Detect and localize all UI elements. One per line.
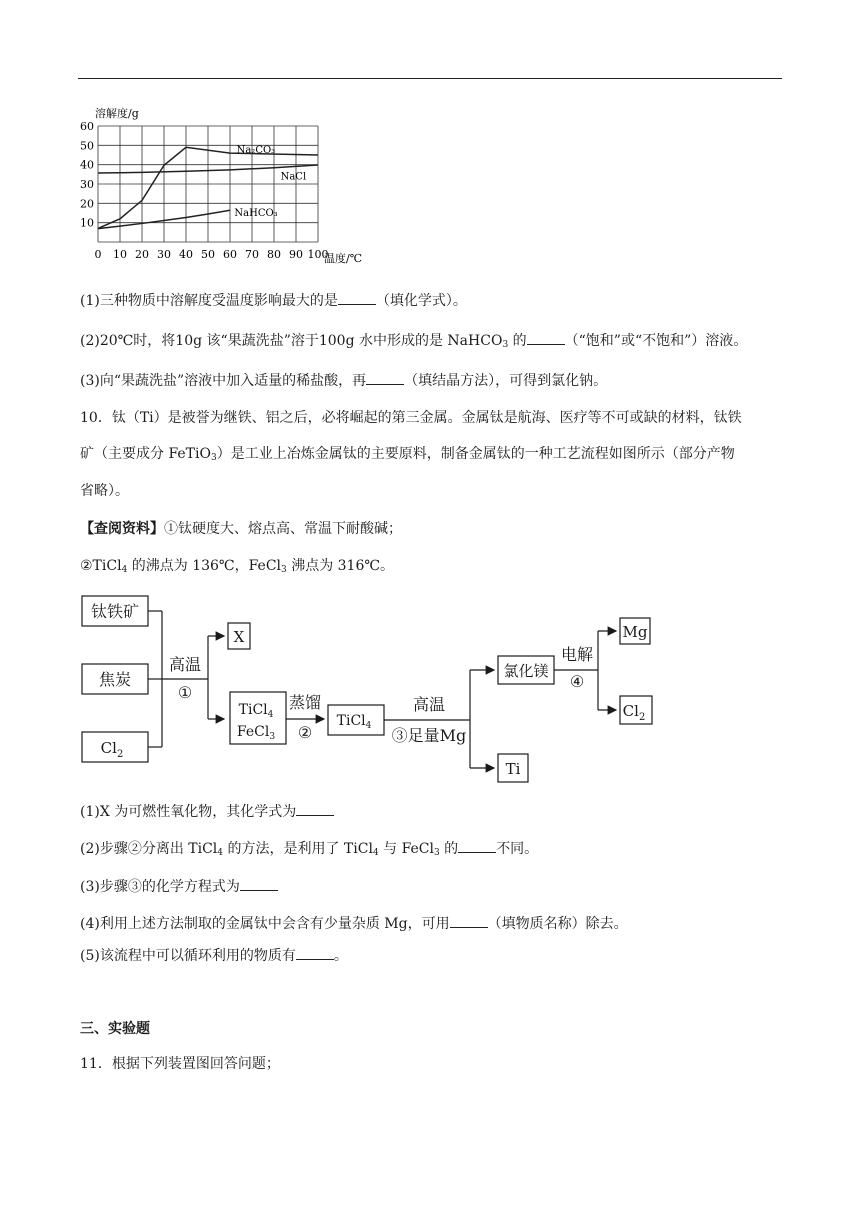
condition-1-step: ① [177, 683, 193, 702]
answer-blank[interactable] [338, 290, 376, 305]
label-cl2-input: $Cl_2$ [100, 739, 124, 760]
label-ticl4-mix: TiCl$_4$ [238, 702, 274, 720]
label-ti: Ti [505, 760, 521, 778]
header-rule [78, 78, 782, 79]
q10-intro-3: 省略）。 [80, 483, 129, 499]
y-axis-label: 溶解度/g [95, 107, 139, 120]
condition-4-step: ④ [569, 672, 585, 691]
answer-blank[interactable] [240, 876, 278, 891]
q9-line-1: (1)三种物质中溶解度受温度影响最大的是 （填化学式）。 [80, 290, 467, 312]
y-tick-label: 10 [80, 216, 94, 230]
condition-1-temp: 高温 [168, 655, 202, 674]
reference-1: 【查阅资料】①钛硬度大、熔点高、常温下耐酸碱； [80, 521, 402, 537]
section-heading: 三、实验题 [80, 1021, 150, 1037]
label-coke: 焦炭 [98, 670, 132, 689]
x-tick-label: 100 [307, 248, 329, 261]
q10-sub-5: (5)该流程中可以循环利用的物质有 。 [80, 945, 348, 967]
y-tick-label: 40 [80, 158, 94, 172]
label-ticl4: TiCl$_4$ [336, 713, 372, 731]
q10-sub-4: (4)利用上述方法制取的金属钛中会含有少量杂质 Mg，可用 （填物质名称）除去。 [80, 913, 628, 935]
x-tick-label: 30 [157, 248, 171, 261]
q10-sub-1: (1)X 为可燃性氧化物，其化学式为 [80, 801, 334, 823]
y-tick-label: 20 [80, 197, 94, 211]
x-tick-label: 20 [135, 248, 149, 261]
answer-blank[interactable] [527, 330, 565, 345]
q10-intro-1: 10．钛（Ti）是被誉为继铁、铝之后，必将崛起的第三金属。金属钛是航海、医疗等不可或缺的材料，钛铁 [80, 410, 742, 426]
condition-2-distill: 蒸馏 [288, 693, 322, 712]
x-tick-label: 60 [223, 248, 237, 261]
x-tick-label: 10 [113, 248, 127, 261]
x-tick-label: 0 [94, 248, 102, 261]
condition-3-temp: 高温 [412, 695, 446, 714]
x-tick-label: 90 [289, 248, 303, 261]
answer-blank[interactable] [458, 838, 496, 853]
q11-prompt: 11．根据下列装置图回答问题； [80, 1056, 280, 1072]
label-x: X [233, 628, 245, 646]
q9-line-2: (2)20℃时，将10g 该“果蔬洗盐”溶于100g 水中形成的是 NaHCO$_3$ 的 （“饱和”或“不饱和”）溶液。 [80, 330, 747, 352]
answer-blank[interactable] [450, 913, 488, 928]
answer-blank[interactable] [296, 801, 334, 816]
x-tick-label: 70 [245, 248, 259, 261]
q10-intro-2: 矿（主要成分 FeTiO$_3$）是工业上冶炼金属钛的主要原料，制备金属钛的一种工艺流程如图所示（部分产物 [80, 446, 735, 463]
answer-blank[interactable] [296, 945, 334, 960]
q10-sub-3: (3)步骤③的化学方程式为 [80, 876, 278, 898]
x-tick-label: 40 [179, 248, 193, 261]
y-tick-label: 50 [80, 139, 94, 153]
answer-blank[interactable] [366, 370, 404, 385]
x-axis-label: 温度/℃ [324, 252, 363, 265]
condition-3-mg: ③足量Mg [391, 726, 467, 745]
solubility-chart [78, 104, 378, 268]
series-label: NaCl [280, 171, 307, 183]
y-tick-label: 60 [80, 120, 94, 133]
label-mgcl2: 氯化镁 [503, 662, 549, 680]
q10-sub-2: (2)步骤②分离出 TiCl$_4$ 的方法，是利用了 TiCl$_4$ 与 FeCl$_3$ 的 不同。 [80, 838, 538, 860]
label-mg: Mg [622, 623, 648, 641]
label-ilmenite: 钛铁矿 [90, 602, 140, 621]
series-label: Na₂CO₃ [236, 145, 276, 157]
q9-line-3: (3)向“果蔬洗盐”溶液中加入适量的稀盐酸，再 （填结晶方法），可得到氯化钠。 [80, 370, 607, 392]
x-tick-label: 80 [267, 248, 281, 261]
x-tick-label: 50 [201, 248, 215, 261]
condition-2-step: ② [297, 723, 313, 742]
y-tick-label: 30 [80, 178, 94, 191]
reference-2: ②TiCl$_4$ 的沸点为 136℃，FeCl$_3$ 沸点为 316℃。 [80, 558, 395, 575]
process-flow-diagram [72, 586, 672, 790]
series-label: NaHCO₃ [234, 208, 278, 220]
label-fecl3-mix: FeCl$_3$ [236, 724, 276, 742]
label-cl2-output: $Cl_2$ [622, 702, 646, 723]
condition-4-electrolysis: 电解 [560, 645, 594, 664]
